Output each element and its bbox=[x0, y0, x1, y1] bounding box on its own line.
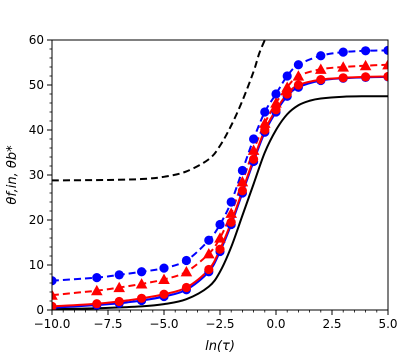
data-point bbox=[137, 294, 146, 303]
y-tick-label: 40 bbox=[28, 123, 44, 137]
x-tick-label: −7.5 bbox=[93, 317, 123, 331]
y-tick-label: 0 bbox=[36, 303, 44, 317]
data-point bbox=[283, 71, 292, 80]
data-point bbox=[182, 256, 191, 265]
y-axis-label: θf,in, θb* bbox=[5, 145, 20, 205]
data-point bbox=[271, 105, 280, 114]
x-tick-label: −10.0 bbox=[33, 317, 71, 331]
data-point bbox=[315, 63, 327, 73]
data-point bbox=[159, 264, 168, 273]
y-tick-label: 30 bbox=[28, 168, 44, 182]
x-tick-label: 0.0 bbox=[266, 317, 286, 331]
data-point bbox=[115, 270, 124, 279]
plot-frame bbox=[52, 40, 388, 310]
data-point bbox=[293, 70, 305, 80]
data-point bbox=[215, 220, 224, 229]
data-point bbox=[215, 245, 224, 254]
data-point bbox=[316, 51, 325, 60]
data-point bbox=[137, 267, 146, 276]
x-tick-label: −5.0 bbox=[149, 317, 179, 331]
y-tick-label: 60 bbox=[28, 33, 44, 47]
data-point bbox=[339, 73, 348, 82]
data-point bbox=[204, 265, 213, 274]
data-point bbox=[249, 155, 258, 164]
data-point bbox=[361, 46, 370, 55]
data-point bbox=[92, 299, 101, 308]
data-point bbox=[238, 186, 247, 195]
y-tick-label: 10 bbox=[28, 258, 44, 272]
data-point bbox=[260, 107, 269, 116]
data-point bbox=[316, 75, 325, 84]
data-point bbox=[260, 125, 269, 134]
data-point bbox=[227, 197, 236, 206]
data-point bbox=[159, 290, 168, 299]
x-axis-label: ln(τ) bbox=[205, 339, 235, 354]
data-point bbox=[238, 166, 247, 175]
data-point bbox=[361, 72, 370, 81]
data-point bbox=[283, 89, 292, 98]
data-point bbox=[214, 232, 226, 242]
series-line-0 bbox=[52, 40, 265, 180]
data-point bbox=[92, 273, 101, 282]
data-point bbox=[181, 266, 193, 276]
y-tick-label: 50 bbox=[28, 78, 44, 92]
data-point bbox=[249, 134, 258, 143]
series-layer bbox=[46, 40, 394, 312]
data-point bbox=[294, 80, 303, 89]
data-point bbox=[339, 48, 348, 57]
x-tick-label: 2.5 bbox=[322, 317, 342, 331]
data-point bbox=[182, 283, 191, 292]
data-point bbox=[204, 236, 213, 245]
x-tick-label: 5.0 bbox=[378, 317, 398, 331]
data-point bbox=[158, 274, 170, 284]
y-tick-label: 20 bbox=[28, 213, 44, 227]
x-tick-label: −2.5 bbox=[205, 317, 235, 331]
data-point bbox=[115, 297, 124, 306]
data-point bbox=[227, 218, 236, 227]
data-point bbox=[294, 60, 303, 69]
